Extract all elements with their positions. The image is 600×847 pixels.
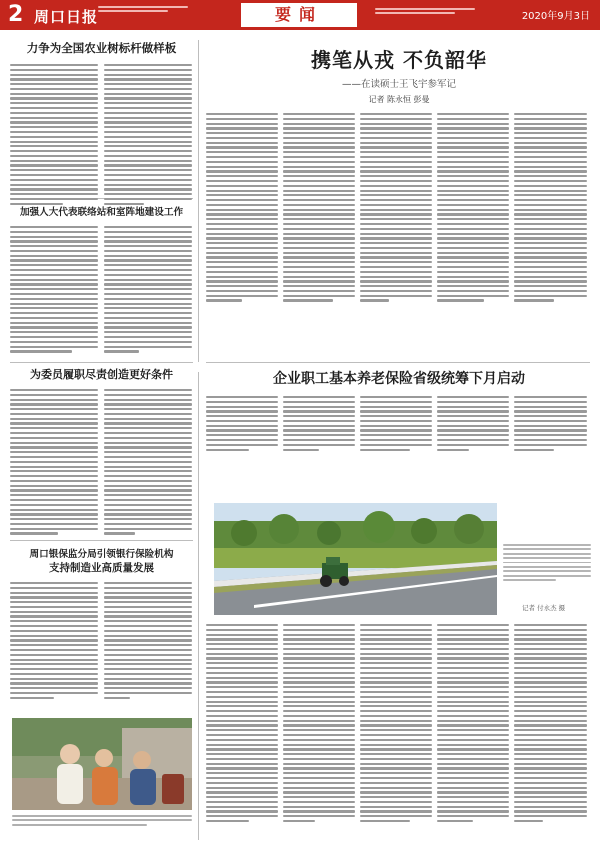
photo-visit [12,718,192,810]
feature-headline: 携笔从戎 不负韶华 [311,48,487,72]
photo-visit-image [12,718,192,810]
article-headline-line2: 支持制造业高质量发展 [49,562,154,574]
article-banking [10,546,193,699]
article-headline: 力争为全国农业树标杆做样板 [26,41,177,55]
photo-caption [12,815,192,826]
section-rule [10,362,193,363]
article-headline: 加强人大代表联络站和室阵地建设工作 [19,207,184,218]
article-body [514,396,587,451]
article-body [206,624,278,822]
article-body [437,624,509,822]
article-agriculture [10,40,193,205]
article-pension [206,368,592,451]
column-rule [198,40,199,362]
article-pension-continued [206,624,592,822]
article-body [437,396,509,451]
article-body [514,113,587,302]
article-body [437,113,509,302]
article-body [283,396,355,451]
article-headline: 周口银保监分局引领银行保险机构 [29,549,174,560]
article-body [283,113,355,302]
road-photo-credit: 记者 付永杰 摄 [522,604,566,612]
article-body [360,113,432,302]
article-body [360,396,432,451]
article-body [104,582,192,699]
article-body [10,64,98,205]
article-body [206,396,278,451]
section-rule [10,540,193,541]
column-rule [198,372,199,840]
photo-road-image [214,503,497,615]
article-body [206,113,278,302]
page-number: 2 [8,2,24,27]
article-cppcc [10,366,193,535]
issue-date: 2020年9月3日 [521,11,590,22]
section-title: 要闻 [240,2,358,28]
article-body [283,624,355,822]
article-body [104,226,192,353]
feature-subheadline: ——在读硕士王飞宇参军记 [341,79,456,90]
article-headline: 为委员履职尽责创造更好条件 [30,368,173,381]
article-feature [206,40,592,302]
masthead-contact [375,8,475,14]
section-rule [206,362,590,363]
article-body [104,64,192,205]
masthead [0,0,600,36]
paper-name: 周口日报 [34,8,99,26]
article-body [10,582,98,699]
article-body [514,624,587,822]
article-body [360,624,432,822]
photo-road [214,503,497,615]
article-deputies [10,204,193,353]
article-body [10,389,98,535]
masthead-info [98,6,188,12]
feature-byline: 记者 陈永恒 彭曼 [368,95,430,104]
article-body [10,226,98,353]
road-photo-caption [503,544,591,581]
pension-headline: 企业职工基本养老保险省级统筹下月启动 [273,371,525,387]
article-body [104,389,192,535]
